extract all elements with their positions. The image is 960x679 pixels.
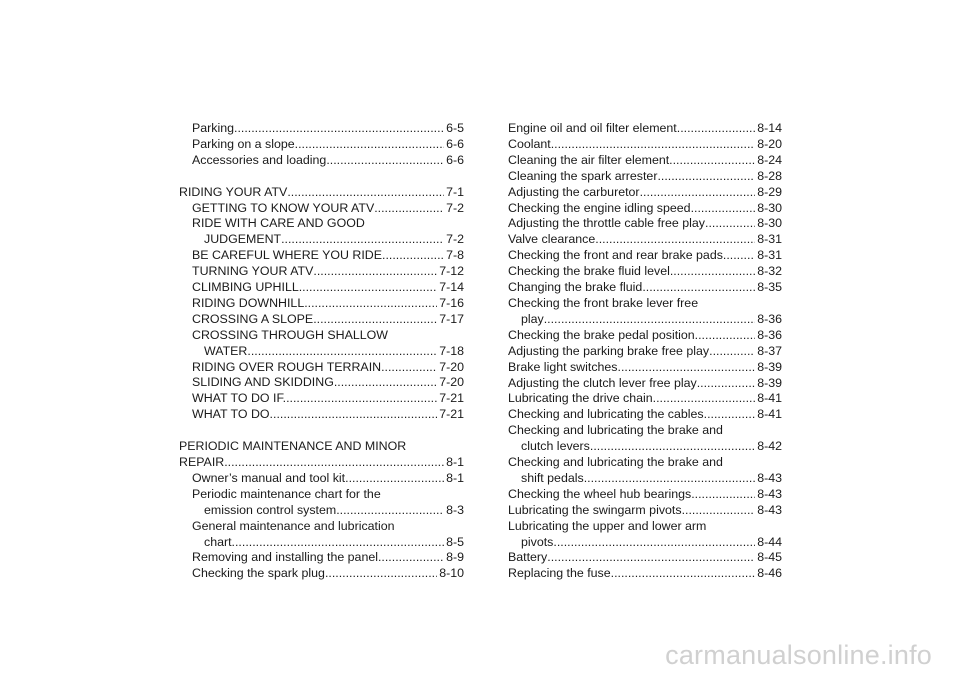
toc-entry-title: RIDING DOWNHILL — [192, 295, 305, 310]
dot-leader — [682, 503, 756, 519]
toc-page-number: 7-20 — [439, 359, 464, 374]
toc-entry[interactable] — [179, 519, 464, 535]
toc-entry[interactable] — [179, 439, 464, 455]
toc-entry-title: Adjusting the parking brake free play — [508, 343, 710, 358]
toc-page-number: 7-8 — [446, 248, 464, 263]
dot-leader — [611, 566, 756, 582]
toc-entry-title: Battery — [508, 550, 548, 565]
toc-entry[interactable] — [179, 312, 464, 328]
toc-entry[interactable] — [508, 185, 782, 201]
toc-page-number: 8-29 — [757, 184, 782, 199]
dot-leader — [325, 566, 437, 582]
toc-page-number: 7-21 — [439, 407, 464, 422]
toc-page-number: 7-20 — [439, 375, 464, 390]
dot-leader — [670, 264, 755, 280]
toc-page-number: 7-2 — [446, 200, 464, 215]
dot-leader — [723, 248, 755, 264]
toc-entry[interactable] — [179, 550, 464, 566]
toc-entry[interactable] — [179, 535, 464, 551]
toc-page-number: 8-35 — [757, 280, 782, 295]
dot-leader — [313, 312, 437, 328]
toc-page-number: 8-32 — [757, 264, 782, 279]
toc-left-column — [179, 121, 464, 582]
dot-leader — [280, 407, 437, 423]
dot-leader — [669, 153, 755, 169]
dot-leader — [326, 153, 444, 169]
toc-entry-title: Adjusting the carburetor — [508, 184, 640, 199]
dot-leader — [657, 169, 755, 185]
toc-entry[interactable] — [508, 360, 782, 376]
toc-page-number: 8-30 — [757, 216, 782, 231]
toc-page-number: 8-39 — [757, 359, 782, 374]
toc-entry[interactable] — [179, 121, 464, 137]
toc-entry-title: GETTING TO KNOW YOUR ATV — [192, 200, 375, 215]
toc-entry[interactable] — [179, 455, 464, 471]
toc-entry[interactable] — [508, 407, 782, 423]
toc-page-number: 7-21 — [439, 391, 464, 406]
dot-leader — [618, 360, 756, 376]
toc-entry-title: WHAT TO DO IF... — [192, 391, 293, 406]
toc-entry-title: Checking and lubricating the cables — [508, 407, 704, 422]
toc-page-number: 8-39 — [757, 375, 782, 390]
toc-entry[interactable] — [179, 232, 464, 248]
toc-entry-title: pivots — [521, 534, 554, 549]
toc-entry[interactable] — [179, 487, 464, 503]
dot-leader — [697, 376, 755, 392]
toc-entry[interactable] — [508, 376, 782, 392]
toc-page-number: 8-3 — [446, 502, 464, 517]
toc-entry-title: Valve clearance — [508, 232, 596, 247]
dot-leader — [709, 344, 755, 360]
toc-page-number: 7-17 — [439, 311, 464, 326]
toc-entry-title: WATER — [204, 343, 248, 358]
toc-page-number: 8-44 — [757, 534, 782, 549]
toc-entry-title: RIDING YOUR ATV — [179, 184, 288, 199]
toc-entry-title: clutch levers — [521, 439, 590, 454]
toc-entry-title: RIDE WITH CARE AND GOOD — [192, 216, 365, 231]
toc-page-number: 8-42 — [757, 439, 782, 454]
toc-entry-title: CROSSING A SLOPE — [192, 311, 314, 326]
toc-entry-title: Changing the brake fluid — [508, 280, 643, 295]
dot-leader — [544, 312, 755, 328]
toc-entry[interactable] — [508, 471, 782, 487]
toc-entry[interactable] — [508, 455, 782, 471]
toc-entry-title: Checking the brake pedal position — [508, 327, 695, 342]
toc-entry-title: play — [521, 311, 544, 326]
toc-entry[interactable] — [508, 391, 782, 407]
toc-entry-title: Checking the front and rear brake pads — [508, 248, 723, 263]
dot-leader — [704, 407, 756, 423]
toc-page-number: 8-43 — [757, 470, 782, 485]
toc-entry[interactable] — [179, 471, 464, 487]
toc-entry[interactable] — [179, 328, 464, 344]
toc-entry[interactable] — [508, 248, 782, 264]
toc-entry-title: Coolant — [508, 136, 551, 151]
toc-entry[interactable] — [508, 423, 782, 439]
toc-entry[interactable] — [179, 216, 464, 232]
toc-entry-title: Parking — [192, 121, 235, 135]
dot-leader — [640, 185, 756, 201]
toc-page-number: 6-6 — [446, 152, 464, 167]
toc-entry[interactable] — [179, 201, 464, 217]
toc-entry-title: General maintenance and lubrication — [192, 518, 395, 533]
toc-entry[interactable] — [508, 503, 782, 519]
dot-leader — [705, 216, 755, 232]
watermark-text: carmanualsonline.info — [665, 640, 932, 670]
toc-entry-title: Periodic maintenance chart for the — [192, 486, 381, 501]
toc-page-number: 7-14 — [439, 280, 464, 295]
toc-page-number: 7-12 — [439, 264, 464, 279]
toc-page-number: 7-1 — [446, 184, 464, 199]
toc-entry[interactable] — [179, 185, 464, 201]
dot-leader — [334, 375, 437, 391]
dot-leader — [642, 280, 755, 296]
toc-entry[interactable] — [179, 566, 464, 582]
toc-entry-title: Adjusting the throttle cable free play — [508, 216, 705, 231]
toc-entry[interactable] — [508, 264, 782, 280]
toc-page-number: 8-43 — [757, 502, 782, 517]
toc-entry-title: Checking the front brake lever free — [508, 295, 699, 310]
dot-leader — [653, 391, 756, 407]
toc-entry-title: Removing and installing the panel — [192, 550, 378, 565]
toc-entry[interactable] — [508, 296, 782, 312]
toc-entry-title: Parking on a slope — [192, 136, 295, 151]
toc-entry-title: RIDING OVER ROUGH TERRAIN — [192, 359, 382, 374]
toc-page-number: 6-5 — [446, 121, 464, 135]
toc-page-number: 8-14 — [757, 121, 782, 135]
toc-entry-title: Checking the wheel hub bearings — [508, 486, 692, 501]
toc-entry[interactable] — [508, 487, 782, 503]
toc-entry[interactable] — [179, 503, 464, 519]
toc-entry[interactable] — [508, 216, 782, 232]
dot-leader — [234, 121, 444, 137]
toc-entry[interactable] — [508, 169, 782, 185]
toc-page-number: 7-16 — [439, 295, 464, 310]
dot-leader — [584, 471, 756, 487]
toc-entry-title: PERIODIC MAINTENANCE AND MINOR — [179, 439, 407, 454]
dot-leader — [691, 487, 755, 503]
toc-page-number: 7-18 — [439, 343, 464, 358]
toc-entry[interactable] — [508, 344, 782, 360]
toc-page-number: 8-36 — [757, 311, 782, 326]
dot-leader — [595, 232, 755, 248]
dot-leader — [247, 344, 437, 360]
toc-page-number: 8-43 — [757, 486, 782, 501]
dot-leader — [224, 455, 444, 471]
dot-leader — [281, 232, 444, 248]
toc-entry[interactable] — [508, 121, 782, 137]
toc-entry-title: CLIMBING UPHILL — [192, 280, 299, 295]
dot-leader — [232, 535, 445, 551]
toc-right-column — [508, 121, 782, 582]
toc-entry-title: Lubricating the upper and lower arm — [508, 518, 707, 533]
toc-page-number: 8-1 — [446, 455, 464, 469]
dot-leader — [287, 185, 444, 201]
toc-page-number: 6-6 — [446, 136, 464, 151]
toc-entry[interactable] — [508, 280, 782, 296]
toc-entry-title: Checking and lubricating the brake and — [508, 423, 723, 438]
toc-entry-title: TURNING YOUR ATV — [192, 264, 314, 279]
toc-entry[interactable] — [179, 375, 464, 391]
toc-entry-title: Checking the brake fluid level — [508, 264, 670, 279]
toc-entry-title: emission control system — [204, 502, 337, 517]
toc-entry[interactable] — [508, 566, 782, 582]
toc-entry-title: Checking the engine idling speed — [508, 200, 691, 215]
toc-entry-title: Checking the spark plug — [192, 566, 325, 581]
toc-entry-title: chart — [204, 534, 232, 549]
dot-leader — [382, 248, 444, 264]
dot-leader — [374, 201, 444, 217]
toc-entry[interactable] — [179, 344, 464, 360]
toc-entry-title: Engine oil and oil filter element — [508, 121, 677, 135]
toc-entry-title: Cleaning the spark arrester — [508, 168, 658, 183]
toc-entry[interactable] — [508, 312, 782, 328]
dot-leader — [345, 471, 444, 487]
toc-entry[interactable] — [508, 519, 782, 535]
dot-leader — [304, 296, 437, 312]
dot-leader — [381, 360, 437, 376]
dot-leader — [299, 280, 437, 296]
toc-page-number: 8-41 — [757, 407, 782, 422]
toc-page-number: 8-31 — [757, 232, 782, 247]
dot-leader — [547, 550, 755, 566]
dot-leader — [553, 535, 755, 551]
toc-entry-title: Adjusting the clutch lever free play — [508, 375, 697, 390]
toc-entry-title: shift pedals — [521, 470, 584, 485]
toc-page-number: 8-41 — [757, 391, 782, 406]
toc-entry[interactable] — [508, 232, 782, 248]
toc-entry-title: Brake light switches — [508, 359, 618, 374]
toc-page-number: 8-1 — [446, 470, 464, 485]
toc-entry-title: BE CAREFUL WHERE YOU RIDE — [192, 248, 383, 263]
toc-entry[interactable] — [508, 550, 782, 566]
toc-page-number: 7-2 — [446, 232, 464, 247]
toc-entry-title: SLIDING AND SKIDDING — [192, 375, 334, 390]
toc-entry[interactable] — [179, 296, 464, 312]
toc-page-number: 8-31 — [757, 248, 782, 263]
toc-page-number: 8-30 — [757, 200, 782, 215]
dot-leader — [293, 391, 437, 407]
dot-leader — [295, 137, 444, 153]
toc-page-number: 8-37 — [757, 343, 782, 358]
toc-entry-title: Lubricating the drive chain — [508, 391, 653, 406]
toc-entry-title: Lubricating the swingarm pivots — [508, 502, 682, 517]
toc-entry[interactable] — [508, 153, 782, 169]
toc-entry-title: JUDGEMENT — [204, 232, 282, 247]
toc-entry-title: Accessories and loading — [192, 152, 327, 167]
dot-leader — [695, 328, 756, 344]
toc-entry-title: WHAT TO DO... — [192, 407, 280, 422]
toc-entry[interactable] — [179, 264, 464, 280]
toc-page-number: 8-9 — [446, 550, 464, 565]
dot-leader — [551, 137, 755, 153]
toc-entry[interactable] — [179, 360, 464, 376]
toc-entry[interactable] — [508, 137, 782, 153]
toc-page-number: 8-36 — [757, 327, 782, 342]
toc-entry-title: CROSSING THROUGH SHALLOW — [192, 327, 388, 342]
toc-entry-title: Replacing the fuse — [508, 566, 611, 581]
toc-entry-title: REPAIR — [179, 455, 225, 469]
toc-page-number: 8-20 — [757, 136, 782, 151]
dot-leader — [313, 264, 437, 280]
dot-leader — [590, 439, 755, 455]
toc-entry[interactable] — [179, 248, 464, 264]
toc-entry[interactable] — [179, 280, 464, 296]
toc-entry[interactable] — [508, 439, 782, 455]
dot-leader — [677, 121, 755, 137]
toc-page-number: 8-5 — [446, 534, 464, 549]
toc-entry[interactable] — [179, 153, 464, 169]
toc-entry[interactable] — [179, 407, 464, 423]
toc-entry[interactable] — [508, 201, 782, 217]
toc-entry[interactable] — [508, 328, 782, 344]
toc-page-number: 8-45 — [757, 550, 782, 565]
toc-entry[interactable] — [179, 391, 464, 407]
toc-page-number: 8-28 — [757, 168, 782, 183]
dot-leader — [691, 201, 756, 217]
toc-entry-title: Checking and lubricating the brake and — [508, 455, 723, 470]
toc-page-number: 8-10 — [439, 566, 464, 581]
toc-entry-title: Cleaning the air filter element — [508, 152, 670, 167]
toc-entry-title: Owner’s manual and tool kit — [192, 470, 346, 485]
toc-page-number: 8-46 — [757, 566, 782, 581]
toc-page-number: 8-24 — [757, 152, 782, 167]
toc-entry[interactable] — [179, 137, 464, 153]
dot-leader — [378, 550, 444, 566]
dot-leader — [336, 503, 444, 519]
toc-entry[interactable] — [508, 535, 782, 551]
